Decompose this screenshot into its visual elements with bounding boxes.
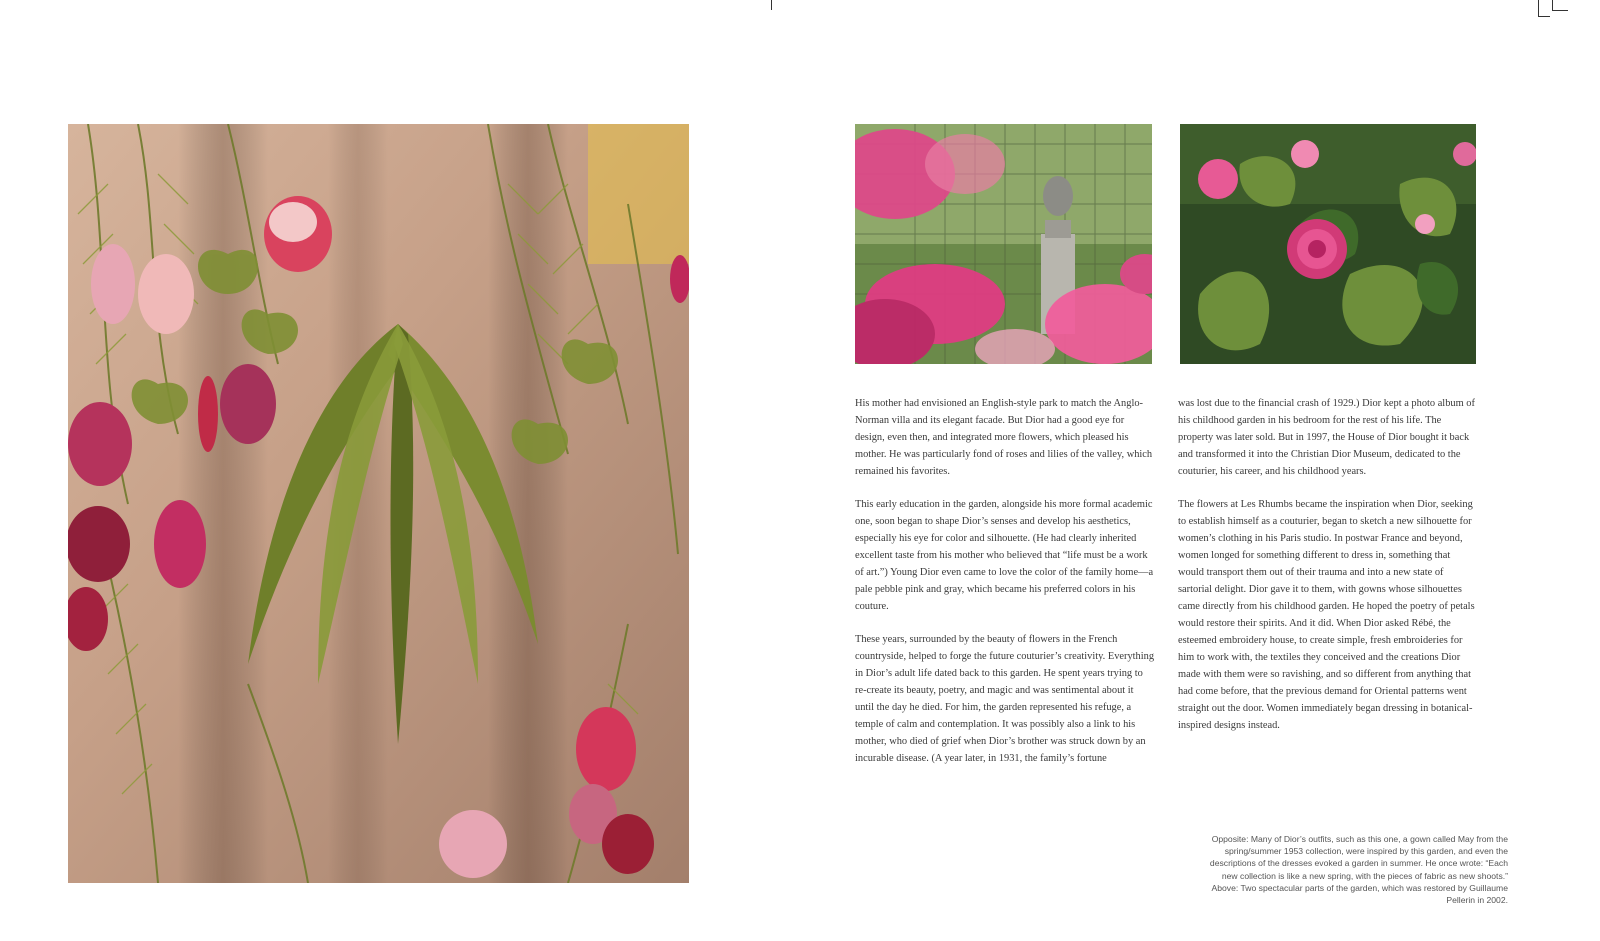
- photo-caption: Opposite: Many of Dior’s outfits, such as this one, a gown called May from the spring/summer 1953 collection, were inspired by this garden, and even the descriptions of the dresses evoked a garden in summer. He once wrote: “Each new collection is like a new spring, with the pieces of fabric as new shoots.” Above: Two spectacular parts of the garden, which was restored by Guillaume Pellerin in 2002.: [1209, 834, 1508, 906]
- camellia-flower-photo: [1180, 124, 1476, 364]
- crop-mark: [1538, 16, 1550, 17]
- crop-mark: [771, 0, 772, 10]
- paragraph: was lost due to the financial crash of 1929.) Dior kept a photo album of his childhood garden in his bedroom for the rest of his life. The property was later sold. But in 1997, the House of Dior bought it back and transformed it into the Christian Dior Museum, dedicated to the couturier, his career, and his childhood years.: [1178, 398, 1475, 477]
- paragraph: His mother had envisioned an English-style park to match the Anglo-Norman villa and its elegant facade. But Dior had a good eye for design, even then, and integrated more flowers, which pleased his mother. He was particularly fond of roses and lilies of the valley, which remained his favorites.: [855, 398, 1153, 477]
- garden-statue-bust-photo: [855, 124, 1152, 364]
- paragraph: These years, surrounded by the beauty of flowers in the French countryside, helped to forge the future couturier’s creativity. Everything in Dior’s adult life dated back to this garden. He spent years trying to re-create its beauty, poetry, and magic and was sentimental about it until the day he died. For him, the garden represented his refuge, a temple of calm and contemplation. It was possibly also a link to his mother, who died of grief when Dior’s brother was struck down by an incurable disease. (A year later, in 1931, the family’s fortune: [855, 634, 1155, 764]
- paragraph: This early education in the garden, alongside his more formal academic one, soon began to shape Dior’s senses and develop his aesthetics, especially his eye for color and silhouette. (He had clearly inherited excellent taste from his mother who believed that “life must be a work of art.”) Young Dior even came to love the color of the family home—a pale pebble pink and gray, which became his preferred colors in his couture.: [855, 499, 1154, 612]
- paragraph: The flowers at Les Rhumbs became the inspiration when Dior, seeking to establish himself as a couturier, began to sketch a new silhouette for women’s clothing in his Paris studio. In postwar France and beyond, women longed for something different to dress in, something that would transport them out of their trauma and into a new state of sartorial delight. Dior gave it to them, with gowns whose silhouettes came directly from his childhood garden. He hoped the poetry of petals would restore their spirits. And it did. When Dior asked Rébé, the esteemed embroidery house, to create simple, fresh embroideries for him to work with, the textiles they conceived and the creations Dior made with them were so ravishing, and so different from anything that had come before, that the previous demand for Oriental patterns went straight out the door. Women immediately began dressing in botanical-inspired designs instead.: [1178, 499, 1475, 731]
- camellia-illustration: [1180, 124, 1476, 364]
- embroidery-illustration: [68, 124, 689, 883]
- crop-mark: [1538, 0, 1539, 16]
- body-text-left-column: [855, 395, 1155, 783]
- statue-illustration: [855, 124, 1152, 364]
- body-text-right-column: [1178, 395, 1478, 750]
- embroidered-gown-detail-photo: [68, 124, 689, 883]
- crop-mark: [1552, 10, 1568, 11]
- crop-mark: [1552, 0, 1553, 10]
